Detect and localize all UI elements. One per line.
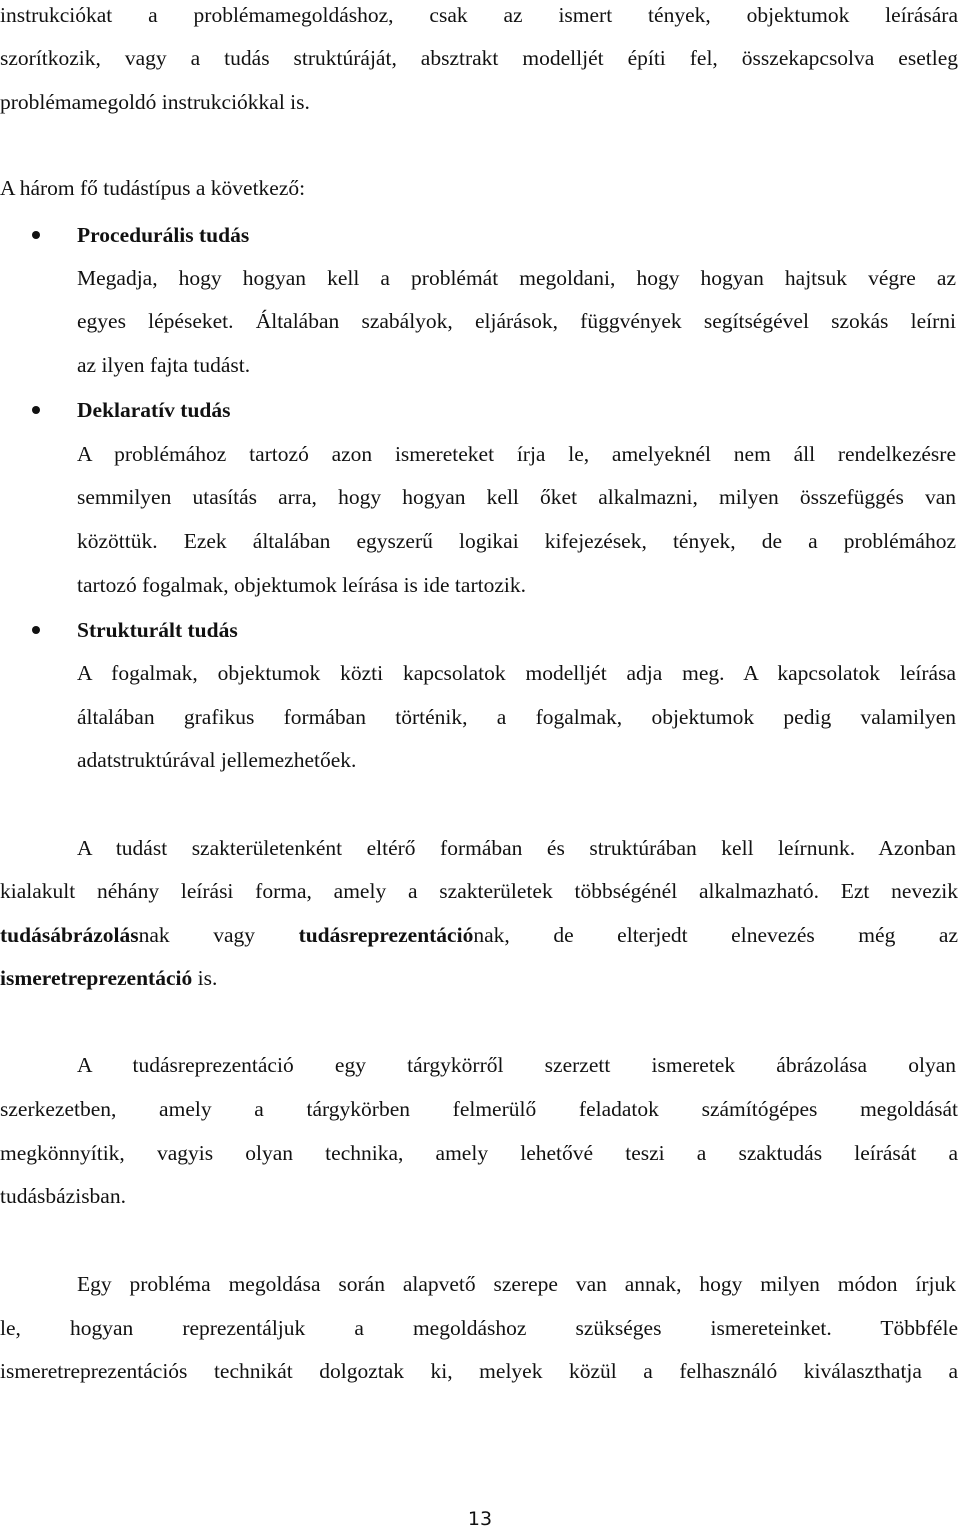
text-line: Megadja, hogy hogyan kell a problémát megoldani, hogy hogyan hajtsuk végre az	[77, 266, 956, 290]
term-bold: tudásreprezentáció	[298, 923, 474, 947]
text-line: semmilyen utasítás arra, hogy hogyan kell őket alkalmazni, milyen összefüggés van	[77, 485, 956, 509]
term-bold: tudásábrázolás	[0, 923, 139, 947]
text-run: nak vagy	[138, 923, 299, 947]
bullet-title: Procedurális tudás	[77, 223, 250, 247]
term-bold: ismeretreprezentáció	[0, 966, 193, 990]
text-run: nak, de elterjedt elnevezés még az	[473, 923, 958, 947]
bullet-icon	[32, 626, 40, 634]
bullet-title: Deklaratív tudás	[77, 398, 231, 422]
text-line: az ilyen fajta tudást.	[77, 353, 251, 377]
text-line: szerkezetben, amely a tárgykörben felmerülő feladatok számítógépes megoldását	[0, 1097, 958, 1121]
text-line: megkönnyítik, vagyis olyan technika, amely lehetővé teszi a szaktudás leírását a	[0, 1141, 958, 1165]
text-line-mixed	[0, 963, 217, 993]
text-line: Egy probléma megoldása során alapvető szerepe van annak, hogy milyen módon írjuk	[77, 1272, 956, 1296]
bullet-title: Strukturált tudás	[77, 618, 238, 642]
text-line: instrukciókat a problémamegoldáshoz, csak az ismert tények, objektumok leírására	[0, 3, 958, 27]
text-line: adatstruktúrával jellemezhetőek.	[77, 748, 357, 772]
text-line: tudásbázisban.	[0, 1184, 126, 1208]
text-line: egyes lépéseket. Általában szabályok, eljárások, függvények segítségével szokás leírni	[77, 309, 956, 333]
text-run: is.	[192, 966, 218, 990]
page-number: 13	[467, 1508, 493, 1530]
bullet-icon	[32, 406, 40, 414]
text-line: A problémához tartozó azon ismereteket írja le, amelyeknél nem áll rendelkezésre	[77, 442, 956, 466]
text-line: ismeretreprezentációs technikát dolgoztak ki, melyek közül a felhasználó kiválaszthatja a	[0, 1359, 958, 1383]
text-line: A fogalmak, objektumok közti kapcsolatok modelljét adja meg. A kapcsolatok leírása	[77, 661, 956, 685]
text-line: szorítkozik, vagy a tudás struktúráját, absztrakt modelljét építi fel, összekapcsolva esetleg	[0, 46, 958, 70]
bullet-icon	[32, 231, 40, 239]
text-line: kialakult néhány leírási forma, amely a szakterületek többségénél alkalmazható. Ezt nevezik	[0, 879, 958, 903]
text-line: A tudást szakterületenként eltérő formában és struktúrában kell leírnunk. Azonban	[77, 836, 956, 860]
text-line: általában grafikus formában történik, a fogalmak, objektumok pedig valamilyen	[77, 705, 956, 729]
text-line: A tudásreprezentáció egy tárgykörről szerzett ismeretek ábrázolása olyan	[77, 1053, 956, 1077]
text-line: közöttük. Ezek általában egyszerű logikai kifejezések, tények, de a problémához	[77, 529, 956, 553]
text-line-mixed	[0, 920, 958, 950]
text-line: problémamegoldó instrukciókkal is.	[0, 90, 310, 114]
text-line: tartozó fogalmak, objektumok leírása is ide tartozik.	[77, 573, 526, 597]
text-line: le, hogyan reprezentáljuk a megoldáshoz szükséges ismereteinket. Többféle	[0, 1316, 958, 1340]
list-intro: A három fő tudástípus a következő:	[0, 176, 306, 200]
